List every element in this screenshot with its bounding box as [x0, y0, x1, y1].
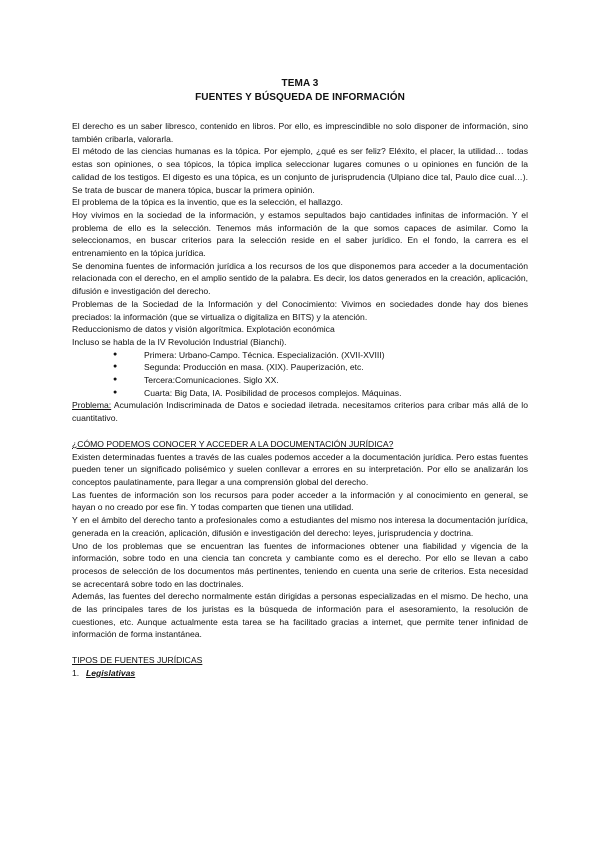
paragraph: El derecho es un saber libresco, contenido en libros. Por ello, es imprescindible no solo disponer de información, sino también cribarla, valorarla.: [72, 121, 528, 144]
list-item: ● Primera: Urbano-Campo. Técnica. Especialización. (XVII-XVIII): [113, 349, 528, 362]
topic-number: TEMA 3: [281, 78, 319, 89]
paragraph: El problema de la tópica es la inventio, que es la selección, el hallazgo.: [72, 197, 343, 208]
paragraph: Además, las fuentes del derecho normalmente están dirigidas a personas especializadas en el mismo. De hecho, una de las principales tares de los juristas es la búsqueda de información para el asesoramiento, la resolución de cuestiones, etc. Aunque actualmente esta tarea se ha facilitado gracias a internet, que permite tener infinidad de información de forma instantánea.: [72, 591, 528, 640]
paragraph: Incluso se habla de la IV Revolución Industrial (Bianchi).: [72, 336, 287, 347]
problem-text: Acumulación Indiscriminada de Datos e sociedad iletrada. necesitamos criterios para cribar más allá de lo cuantitativo.: [72, 400, 528, 424]
paragraph: Uno de los problemas que se encuentran las fuentes de informaciones obtener una fiabilidad y vigencia de la información, sobre todo en una ciencia tan concreta y cambiante como es el derecho. Por ello se llevan a cabo procesos de selección de los documentos más pertinentes, teniendo en cuenta una serie de criterios. Esta necesidad se acrecentará sobre todo en las doctrinales.: [72, 540, 528, 589]
paragraph: Y en el ámbito del derecho tanto a profesionales como a estudiantes del mismo nos interesa la documentación jurídica, generada en la creación, aplicación, difusión e investigación del derecho: leyes, jurisprudencia y doctrina.: [72, 515, 528, 538]
revolutions-list: [72, 349, 528, 400]
paragraph: Existen determinadas fuentes a través de las cuales podemos acceder a la documentación jurídica. Pero estas fuentes pueden tener un significado polisémico y suelen conllevar a errores en su interpretación. Por ello se analizarán los conceptos paulatinamente, para llegar a una comprensión global del derecho.: [72, 451, 528, 487]
paragraph: Se denomina fuentes de información jurídica a los recursos de los que disponemos para acceder a la documentación relacionada con el derecho, en el amplio sentido de la palabra. Es decir, los datos generados en la creación, aplicación, difusión e investigación del derecho.: [72, 260, 528, 297]
item-number: 1.: [72, 667, 80, 678]
paragraph: Hoy vivimos en la sociedad de la información, y estamos sepultados bajo cantidades infinitas de información. Y el problema de ello es la selección. Tenemos más información de la que somos capaces de asimilar. Como la seleccionamos, en buscar criterios para la selección reside en el saber jurídico. En el fondo, la carrera es el entrenamiento en la tópica jurídica.: [72, 209, 528, 259]
section-heading: TIPOS DE FUENTES JURÍDICAS: [72, 655, 203, 666]
problem-label: Problema:: [72, 400, 112, 411]
section-heading: ¿CÓMO PODEMOS CONOCER Y ACCEDER A LA DOCUMENTACIÓN JURÍDICA?: [72, 438, 394, 449]
list-item: ● Tercera:Comunicaciones. Siglo XX.: [113, 374, 528, 387]
document-body: [72, 120, 528, 680]
page-title: FUENTES Y BÚSQUEDA DE INFORMACIÓN: [195, 92, 405, 103]
problem-paragraph: [72, 399, 528, 424]
item-label: Legislativas: [86, 667, 136, 678]
spacer: [72, 641, 528, 654]
paragraph: Las fuentes de información son los recursos para poder acceder a la información y al conocimiento en general, se hayan o no creado por ese fin. Y todas comparten que tienen una utilidad.: [72, 489, 528, 513]
paragraph: Problemas de la Sociedad de la Información y del Conocimiento: Vivimos en sociedades donde hay dos bienes preciados: la información (que se virtualiza o digitaliza en BITS) y la atención.: [72, 298, 528, 322]
paragraph: El método de las ciencias humanas es la tópica. Por ejemplo, ¿qué es ser feliz? Eléxito, el placer, la utilidad… todas estas son opiniones, o sea tópicos, la tópica implica seleccionar lugares comunes o u opiniones en función de la calidad de los testigos. El digesto es una tópica, es un conjunto de jurisprudencia (Ulpiano dice tal, Paulo dice cual…). Se trata de buscar de manera tópica, buscar la primera opinión.: [72, 146, 528, 195]
list-item: ● Segunda: Producción en masa. (XIX). Pauperización, etc.: [113, 361, 528, 374]
numbered-item: [72, 667, 528, 680]
spacer: [72, 425, 528, 438]
paragraph: Reduccionismo de datos y visión algorítmica. Explotación económica: [72, 324, 335, 335]
list-item: ● Cuarta: Big Data, IA. Posibilidad de procesos complejos. Máquinas.: [113, 387, 528, 400]
